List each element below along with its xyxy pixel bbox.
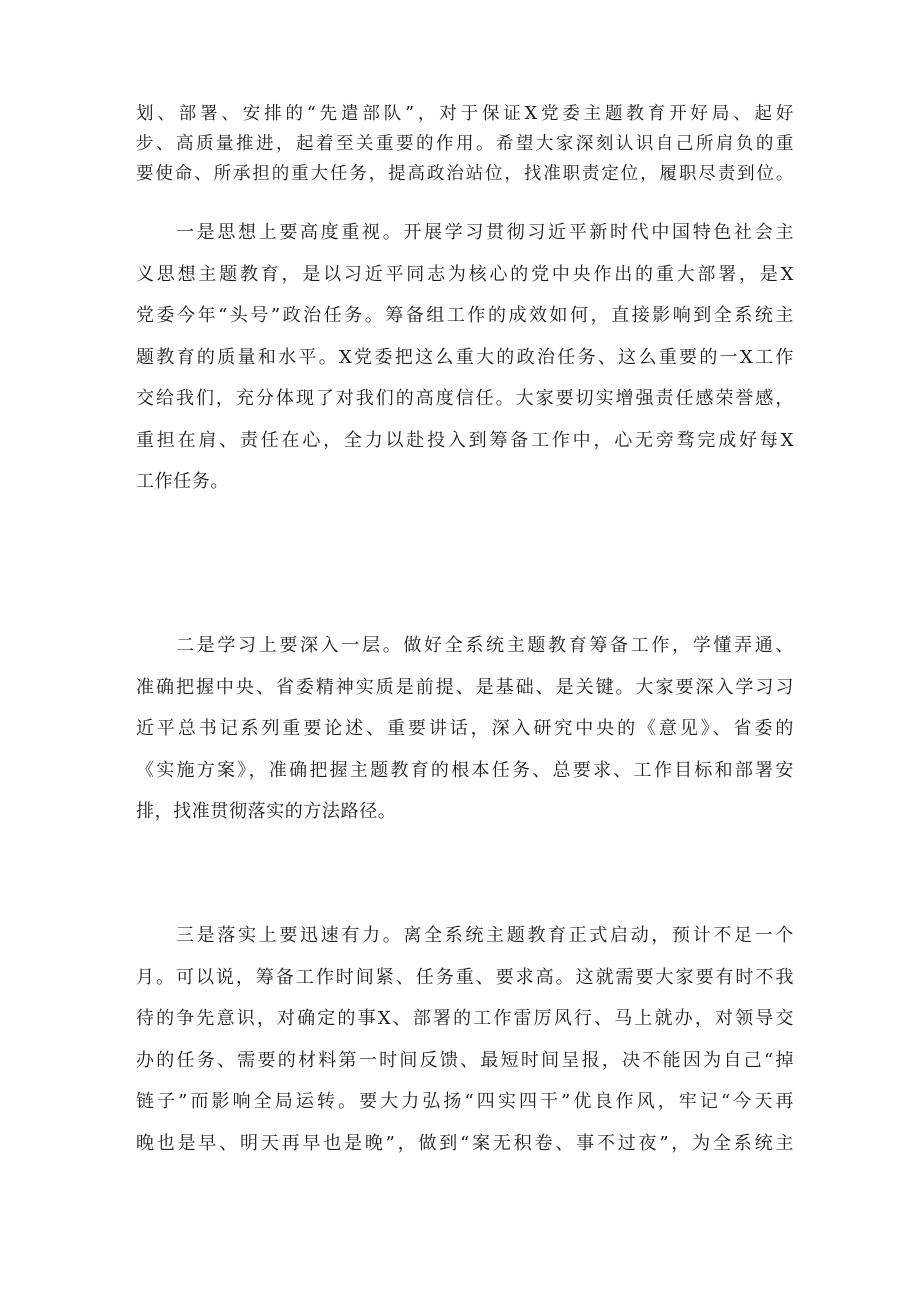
text-line: 题教育的质量和水平。X党委把这么重大的政治任务、这么重要的一X工作 xyxy=(136,346,794,368)
text-line: 准确把握中央、省委精神实质是前提、是基础、是关键。大家要深入学习习 xyxy=(136,676,794,698)
text-line: 划、部署、安排的“先遣部队”，对于保证X党委主题教育开好局、起好 xyxy=(136,104,794,124)
paragraph-ideology xyxy=(136,212,794,503)
text-line: 链子”而影响全局运转。要大力弘扬“四实四干”优良作风，牢记“今天再 xyxy=(136,1091,794,1112)
text-line: 月。可以说，筹备工作时间紧、任务重、要求高。这就需要大家要有时不我 xyxy=(136,966,794,988)
text-line: 要使命、所承担的重大任务，提高政治站位，找准职责定位，履职尽责到位。 xyxy=(136,164,794,184)
text-line: 重担在肩、责任在心，全力以赴投入到筹备工作中，心无旁骛完成好每X xyxy=(136,429,794,451)
text-line: 工作任务。 xyxy=(136,471,229,492)
text-line: 义思想主题教育，是以习近平同志为核心的党中央作出的重大部署，是X xyxy=(136,263,794,285)
text-line: 步、高质量推进，起着至关重要的作用。希望大家深刻认识自己所肩负的重 xyxy=(136,134,794,154)
text-line: 办的任务、需要的材料第一时间反馈、最短时间呈报，决不能因为自己“掉 xyxy=(136,1049,794,1071)
text-line: 待的争先意识，对确定的事X、部署的工作雷厉风行、马上就办，对领导交 xyxy=(136,1008,794,1029)
text-line: 一是思想上要高度重视。开展学习贯彻习近平新时代中国特色社会主 xyxy=(176,222,794,243)
text-line: 交给我们，充分体现了对我们的高度信任。大家要切实增强责任感荣誉感， xyxy=(136,388,794,409)
text-line: 三是落实上要迅速有力。离全系统主题教育正式启动，预计不足一个 xyxy=(176,925,794,946)
text-line: 《实施方案》，准确把握主题教育的根本任务、总要求、工作目标和部署安 xyxy=(136,759,794,781)
paragraph-implementation xyxy=(136,915,794,1164)
text-line: 排，找准贯彻落实的方法路径。 xyxy=(136,801,397,822)
text-line: 二是学习上要深入一层。做好全系统主题教育筹备工作，学懂弄通、 xyxy=(176,635,794,656)
text-line: 近平总书记系列重要论述、重要讲话，深入研究中央的《意见》、省委的 xyxy=(136,718,794,739)
text-line: 党委今年“头号”政治任务。筹备组工作的成效如何，直接影响到全系统主 xyxy=(136,305,794,326)
text-line: 晚也是早、明天再早也是晚”，做到“案无积卷、事不过夜”，为全系统主 xyxy=(136,1132,794,1154)
paragraph-continuation xyxy=(136,99,794,189)
paragraph-study xyxy=(136,625,794,833)
